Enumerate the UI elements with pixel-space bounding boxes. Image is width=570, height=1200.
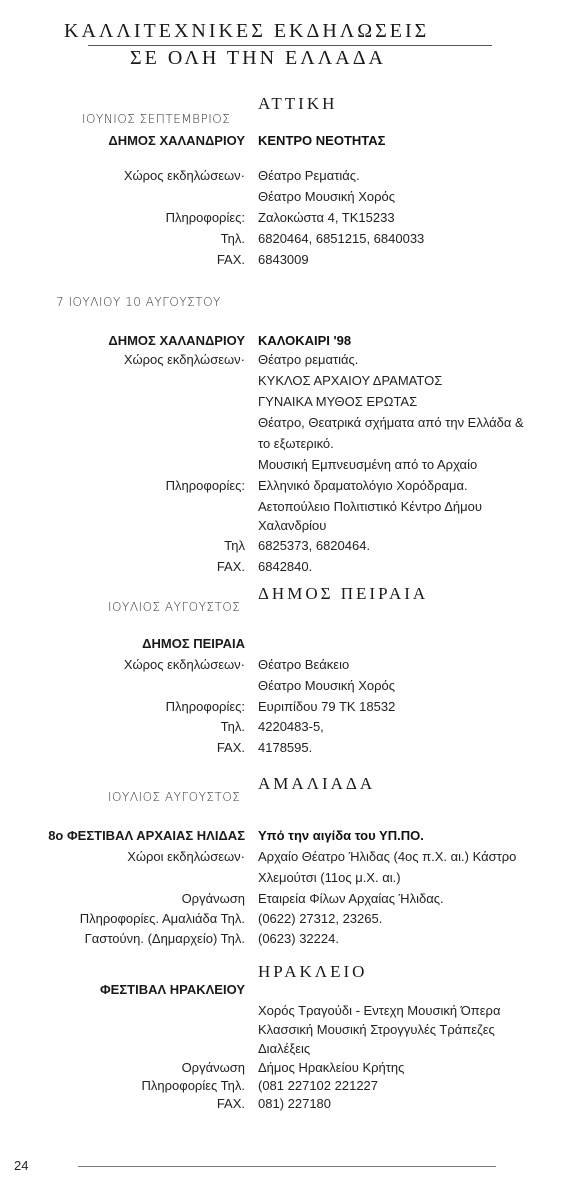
label-venue-peiraia: Χώρος εκδηλώσεων· bbox=[123, 657, 245, 672]
fax-irakleio: 081) 227180 bbox=[258, 1096, 332, 1111]
date-range-attiki: ΙΟΥΝΙΟΣ ΣΕΠΤΕΜΒΡΙΟΣ bbox=[82, 112, 231, 126]
label-venue-attiki: Χώρος εκδηλώσεων· bbox=[123, 168, 245, 183]
fax-attiki: 6843009 bbox=[258, 252, 309, 267]
label-info-attiki: Πληροφορίες: bbox=[165, 210, 245, 225]
header-divider bbox=[88, 45, 492, 46]
org-name-peiraia: ΔΗΜΟΣ ΠΕΙΡΑΙΑ bbox=[142, 636, 245, 651]
page-number: 24 bbox=[14, 1158, 29, 1173]
label-info-amaliada: Πληροφορίες. Αμαλιάδα Τηλ. bbox=[79, 911, 245, 926]
date-range-summer: 7 ΙΟΥΛΙΟΥ 10 ΑΥΓΟΥΣΤΟΥ bbox=[56, 295, 221, 309]
label-venue-summer: Χώρος εκδηλώσεων· bbox=[123, 352, 245, 367]
org-name-irakleio: ΦΕΣΤΙΒΑΛ ΗΡΑΚΛΕΙΟΥ bbox=[100, 982, 245, 997]
info-attiki: Ζαλοκώστα 4, ΤΚ15233 bbox=[258, 210, 395, 225]
venue-peiraia-1: Θέατρο Βεάκειο bbox=[258, 657, 350, 672]
label-info-irakleio: Πληροφορίες Τηλ. bbox=[141, 1078, 245, 1093]
venue-amaliada-2: Χλεμούτσι (11ος μ.Χ. αι.) bbox=[258, 870, 401, 885]
venue-peiraia-2: Θέατρο Μουσική Χορός bbox=[258, 678, 396, 693]
region-heading-peiraia: ΔΗΜΟΣ ΠΕΙΡΑΙΑ bbox=[258, 584, 429, 603]
label-tel-peiraia: Τηλ. bbox=[220, 719, 245, 734]
tel-summer: 6825373, 6820464. bbox=[258, 538, 371, 553]
fax-peiraia: 4178595. bbox=[258, 740, 313, 755]
org-name-amaliada: 8ο ΦΕΣΤΙΒΑΛ ΑΡΧΑΙΑΣ ΗΛΙΔΑΣ bbox=[48, 828, 245, 843]
fax-summer: 6842840. bbox=[258, 559, 313, 574]
region-heading-attiki: ΑΤΤΙΚΗ bbox=[258, 94, 338, 113]
region-heading-irakleio: ΗΡΑΚΛΕΙΟ bbox=[258, 962, 368, 981]
tel-gastouni: (0623) 32224. bbox=[258, 931, 339, 946]
tel-irakleio: (081 227102 221227 bbox=[258, 1078, 379, 1093]
summer-line-7: Ελληνικό δραματολόγιο Χορόδραμα. bbox=[258, 478, 468, 493]
label-fax-irakleio: FAX. bbox=[216, 1096, 245, 1111]
org-name-attiki: ΔΗΜΟΣ ΧΑΛΑΝΔΡΙΟΥ bbox=[108, 133, 245, 148]
event-title-amaliada: Υπό την αιγίδα του ΥΠ.ΠΟ. bbox=[258, 828, 424, 843]
irakleio-line-1: Χορός Τραγούδι - Εντεχη Μουσική Όπερα bbox=[258, 1003, 501, 1018]
event-title-attiki: ΚΕΝΤΡΟ ΝΕΟΤΗΤΑΣ bbox=[258, 133, 386, 148]
date-range-amaliada: ΙΟΥΛΙΟΣ ΑΥΓΟΥΣΤΟΣ bbox=[108, 790, 241, 804]
summer-line-8: Αετοπούλειο Πολιτιστικό Κέντρο Δήμου bbox=[258, 499, 482, 514]
label-fax-peiraia: FAX. bbox=[216, 740, 245, 755]
info-peiraia: Ευριπίδου 79 ΤΚ 18532 bbox=[258, 699, 396, 714]
label-info-summer: Πληροφορίες: bbox=[165, 478, 245, 493]
label-gastouni-amaliada: Γαστούνη. (Δημαρχείο) Τηλ. bbox=[84, 931, 245, 946]
label-fax-attiki: FAX. bbox=[216, 252, 245, 267]
tel-attiki: 6820464, 6851215, 6840033 bbox=[258, 231, 425, 246]
date-range-peiraia: ΙΟΥΛΙΟΣ ΑΥΓΟΥΣΤΟΣ bbox=[108, 600, 241, 614]
organizer-amaliada: Εταιρεία Φίλων Αρχαίας Ήλιδας. bbox=[258, 891, 444, 906]
label-info-peiraia: Πληροφορίες: bbox=[165, 699, 245, 714]
label-organizer-irakleio: Οργάνωση bbox=[181, 1060, 245, 1075]
summer-line-6: Μουσική Εμπνευσμένη από το Αρχαίο bbox=[258, 457, 478, 472]
tel-peiraia: 4220483-5, bbox=[258, 719, 324, 734]
summer-line-2: ΚΥΚΛΟΣ ΑΡΧΑΙΟΥ ΔΡΑΜΑΤΟΣ bbox=[258, 373, 443, 388]
summer-line-3: ΓΥΝΑΙΚΑ ΜΥΘΟΣ ΕΡΩΤΑΣ bbox=[258, 394, 418, 409]
header-title-line1: ΚΑΛΛΙΤΕΧΝΙΚΕΣ ΕΚΔΗΛΩΣΕΙΣ bbox=[64, 20, 430, 42]
footer-divider bbox=[78, 1166, 496, 1167]
organizer-irakleio: Δήμος Ηρακλείου Κρήτης bbox=[258, 1060, 405, 1075]
irakleio-line-2: Κλασσική Μουσική Στρογγυλές Τράπεζες bbox=[258, 1022, 495, 1037]
venue-attiki-2: Θέατρο Μουσική Χορός bbox=[258, 189, 396, 204]
label-tel-summer: Τηλ bbox=[224, 538, 245, 553]
label-fax-summer: FAX. bbox=[216, 559, 245, 574]
label-tel-attiki: Τηλ. bbox=[220, 231, 245, 246]
label-venue-amaliada: Χώροι εκδηλώσεων· bbox=[127, 849, 245, 864]
event-title-summer: ΚΑΛΟΚΑΙΡΙ '98 bbox=[258, 333, 352, 348]
label-organizer-amaliada: Οργάνωση bbox=[181, 891, 245, 906]
summer-line-5: το εξωτερικό. bbox=[258, 436, 334, 451]
summer-line-4: Θέατρο, Θεατρικά σχήματα από την Ελλάδα & bbox=[258, 415, 524, 430]
venue-attiki-1: Θέατρο Ρεματιάς. bbox=[258, 168, 360, 183]
summer-line-9: Χαλανδρίου bbox=[258, 518, 327, 533]
org-name-summer: ΔΗΜΟΣ ΧΑΛΑΝΔΡΙΟΥ bbox=[108, 333, 245, 348]
venue-amaliada-1: Αρχαίο Θέατρο Ήλιδας (4ος π.Χ. αι.) Κάστρο bbox=[258, 849, 517, 864]
region-heading-amaliada: ΑΜΑΛΙΑΔΑ bbox=[258, 774, 376, 793]
summer-line-1: Θέατρο ρεματιάς. bbox=[258, 352, 359, 367]
irakleio-line-3: Διαλέξεις bbox=[258, 1041, 311, 1056]
tel-amaliada: (0622) 27312, 23265. bbox=[258, 911, 383, 926]
header-title-line2: ΣΕ ΟΛΗ ΤΗΝ ΕΛΛΑΔΑ bbox=[130, 47, 386, 69]
